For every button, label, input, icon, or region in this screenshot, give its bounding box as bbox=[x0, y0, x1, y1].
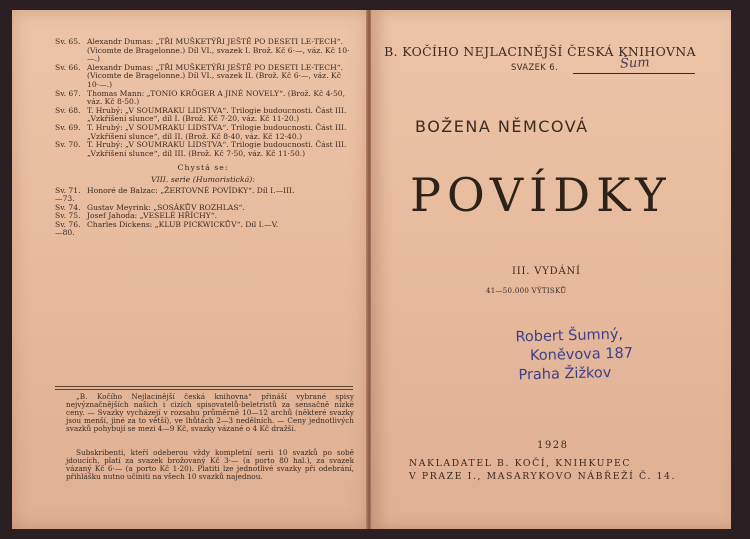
entry-text: T. Hrubý: „V SOUMRAKU LIDSTVA“. Trilogie budoucnosti. Část III. „Vzkříšení slunce“, díl III. (Brož. Kč 7·50, váz. Kč 11·50.) bbox=[87, 140, 347, 158]
entry-number: Sv. 68. bbox=[55, 105, 81, 115]
book-title: POVÍDKY bbox=[410, 168, 672, 222]
author-name: BOŽENA NĚMCOVÁ bbox=[415, 117, 589, 136]
entry-text: T. Hrubý: „V SOUMRAKU LIDSTVA“. Trilogie budoucnosti. Část III. „Vzkříšení slunce“, díl II. (Brož. Kč 8·40, váz. Kč 12·40.) bbox=[87, 122, 347, 141]
entry-number: Sv. 75. bbox=[55, 211, 81, 221]
entry-text: Josef Jahoda: „VESELÉ HŘÍCHY“. bbox=[87, 211, 217, 221]
stamp-line: Praha Žižkov bbox=[518, 365, 612, 384]
entry-text: Alexandr Dumas: „TŘI MUŠKETÝŘI JEŠTĚ PO DESETI LE-TECH“. (Vicomte de Bragelonne.) Díl VI., svazek I. Brož. Kč 6·—, váz. Kč 10·—.) bbox=[87, 37, 350, 64]
publisher-info bbox=[409, 457, 731, 483]
signature-line bbox=[573, 73, 695, 74]
entry-number: Sv. 70. bbox=[55, 140, 81, 150]
entry-number: Sv. 69. bbox=[55, 122, 81, 132]
stamp-line: Koněvova 187 bbox=[529, 345, 634, 365]
prepared-entry bbox=[55, 187, 351, 204]
catalog-entry bbox=[55, 90, 351, 107]
prepared-entry bbox=[55, 221, 351, 238]
series-heading: VIII. serie (Humoristická): bbox=[151, 174, 255, 184]
entry-number: Sv. 76.—80. bbox=[55, 219, 81, 238]
entry-text: Thomas Mann: „TONIO KRÖGER A JINÉ NOVELY“. (Brož. Kč 4·50, váz. Kč 8·50.) bbox=[87, 88, 346, 107]
catalog-entry bbox=[55, 107, 351, 124]
entry-text: Gustav Meyrink: „SOSÁKŮV ROZHLAS“. bbox=[87, 202, 245, 212]
entry-text: Alexandr Dumas: „TŘI MUŠKETÝŘI JEŠTĚ PO DESETI LE-TECH“. (Vicomte de Bragelonne.) Díl VI., svazek II. (Brož. Kč 6·—, váz. Kč 10·—.) bbox=[87, 62, 344, 89]
series-note: „B. Kočího Nejlacinější česká knihovna“ přináší vybrané spisy nejvýznačnějších našich i cizích spisovatelů-beletristů za sensačně nízké ceny. — Svazky vycházejí v rozsahu průměrně 10—12 archů (některé svazky jsou menší, jiné za to větší), ve lhůtách 2—3 nedělních. — Ceny jednotlivých svazků pohybují se mezi 4—9 Kč, svazky vázané o 4 Kč dražší. bbox=[66, 392, 354, 434]
stamp-line: Robert Šumný, bbox=[515, 326, 624, 346]
edition-label: III. VYDÁNÍ bbox=[512, 266, 581, 277]
entry-text: Honoré de Balzac: „ŽERTOVNÉ POVÍDKY“. Díl I.—III. bbox=[87, 185, 295, 195]
catalog-list bbox=[55, 38, 351, 238]
print-run-label: 41—50.000 VÝTISKŮ bbox=[486, 287, 567, 295]
divider-rule bbox=[55, 386, 353, 387]
volume-label: SVAZEK 6. bbox=[511, 62, 559, 72]
entry-number: Sv. 65. bbox=[55, 37, 81, 46]
subscription-note: Subskribenti, kteří odeberou vždy kompletní serii 10 svazků po sobě jdoucích, platí za svazek brožovaný Kč 3·— (a porto 80 hal.), za svazek vázaný Kč 6·— (a porto Kč 1·20). Platiti lze jednotlivé svazky při odebrání, přihlášku nutno učiniti na všech 10 svazků najednou. bbox=[66, 448, 354, 482]
divider-rule bbox=[55, 389, 353, 390]
catalog-entry bbox=[55, 38, 351, 64]
catalog-entry bbox=[55, 141, 351, 158]
catalog-entry bbox=[55, 124, 351, 141]
catalog-entry bbox=[55, 64, 351, 90]
entry-number: Sv. 71.—73. bbox=[55, 185, 81, 204]
publisher-address: V PRAZE I., MASARYKOVO NÁBŘEŽÍ Č. 14. bbox=[409, 471, 677, 482]
series-header: B. KOČÍHO NEJLACINĚJŠÍ ČESKÁ KNIHOVNA bbox=[384, 44, 696, 59]
handwritten-signature: Šum bbox=[619, 55, 650, 72]
prepared-heading: Chystá se: bbox=[177, 163, 229, 173]
entry-number: Sv. 67. bbox=[55, 88, 81, 98]
publisher-line: NAKLADATEL B. KOČÍ, KNIHKUPEC bbox=[409, 458, 632, 469]
entry-number: Sv. 74. bbox=[55, 202, 81, 212]
entry-number: Sv. 66. bbox=[55, 62, 81, 72]
entry-text: T. Hrubý: „V SOUMRAKU LIDSTVA“. Trilogie budoucnosti. Část III. „Vzkříšení slunce“, díl I. (Brož. Kč 7·20, váz. Kč 11·20.) bbox=[87, 105, 347, 124]
owner-stamp bbox=[515, 325, 633, 385]
entry-text: Charles Dickens: „KLUB PICKWICKŮV“. Díl I.—V. bbox=[87, 219, 279, 229]
publication-year: 1928 bbox=[537, 440, 569, 451]
